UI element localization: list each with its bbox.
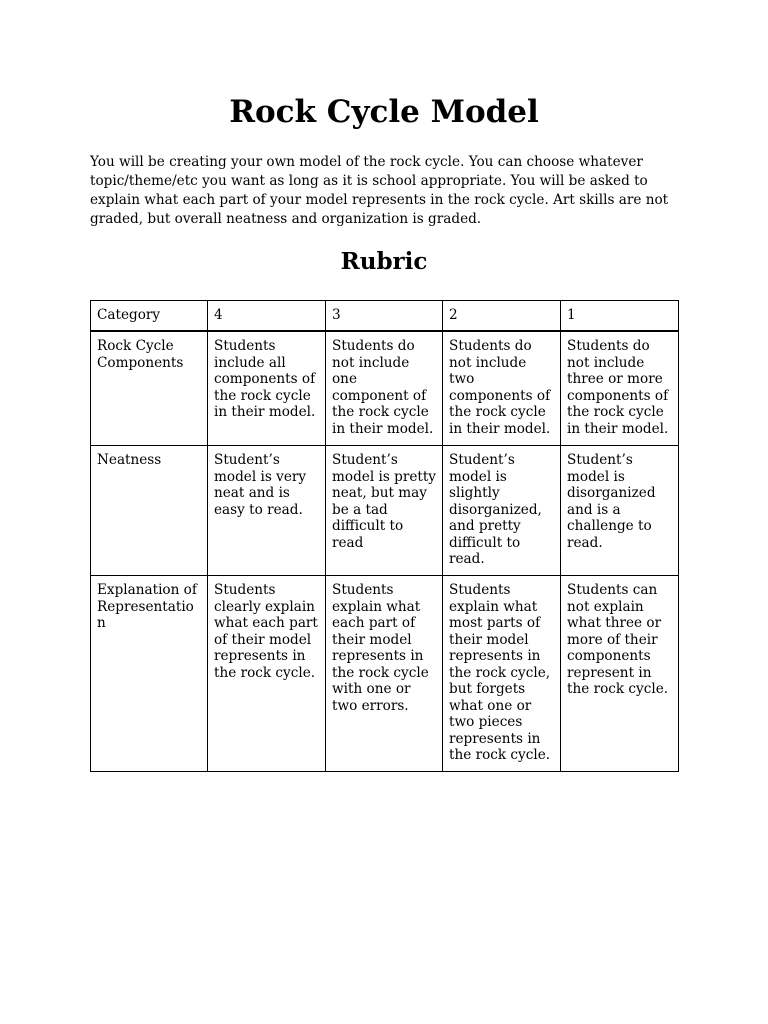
score-4-cell: Students clearly explain what each part of their model represents in the rock cycle.: [208, 576, 326, 772]
score-4-cell: Students include all components of the rock cycle in their model.: [208, 331, 326, 446]
header-score-3: 3: [326, 301, 443, 332]
score-2-cell: Students explain what most parts of their model represents in the rock cycle, but forgets what one or two pieces represents in the rock cycle.: [443, 576, 561, 772]
header-score-1: 1: [561, 301, 679, 332]
page-title: Rock Cycle Model: [229, 94, 539, 130]
rubric-heading: Rubric: [340, 248, 428, 275]
table-header-row: [91, 301, 679, 332]
score-3-cell: Students explain what each part of their model represents in the rock cycle with one or two errors.: [326, 576, 443, 772]
score-2-cell: Student’s model is slightly disorganized, and pretty difficult to read.: [443, 446, 561, 576]
category-cell: Neatness: [91, 446, 208, 576]
score-1-cell: Students do not include three or more components of the rock cycle in their model.: [561, 331, 679, 446]
table-row: [91, 576, 679, 772]
score-2-cell: Students do not include two components of the rock cycle in their model.: [443, 331, 561, 446]
header-score-4: 4: [208, 301, 326, 332]
header-score-2: 2: [443, 301, 561, 332]
score-1-cell: Student’s model is disorganized and is a challenge to read.: [561, 446, 679, 576]
score-4-cell: Student’s model is very neat and is easy to read.: [208, 446, 326, 576]
category-cell: Rock Cycle Components: [91, 331, 208, 446]
score-3-cell: Student’s model is pretty neat, but may be a tad difficult to read: [326, 446, 443, 576]
category-cell: Explanation of Representation: [91, 576, 208, 772]
rubric-table: [90, 300, 679, 772]
score-1-cell: Students can not explain what three or more of their components represent in the rock cycle.: [561, 576, 679, 772]
score-3-cell: Students do not include one component of the rock cycle in their model.: [326, 331, 443, 446]
table-row: [91, 446, 679, 576]
header-category: Category: [91, 301, 208, 332]
intro-paragraph: You will be creating your own model of the rock cycle. You can choose whatever topic/theme/etc you want as long as it is school appropriate. You will be asked to explain what each part of your model represents in the rock cycle. Art skills are not graded, but overall neatness and organization is graded.: [90, 154, 669, 227]
table-row: [91, 331, 679, 446]
